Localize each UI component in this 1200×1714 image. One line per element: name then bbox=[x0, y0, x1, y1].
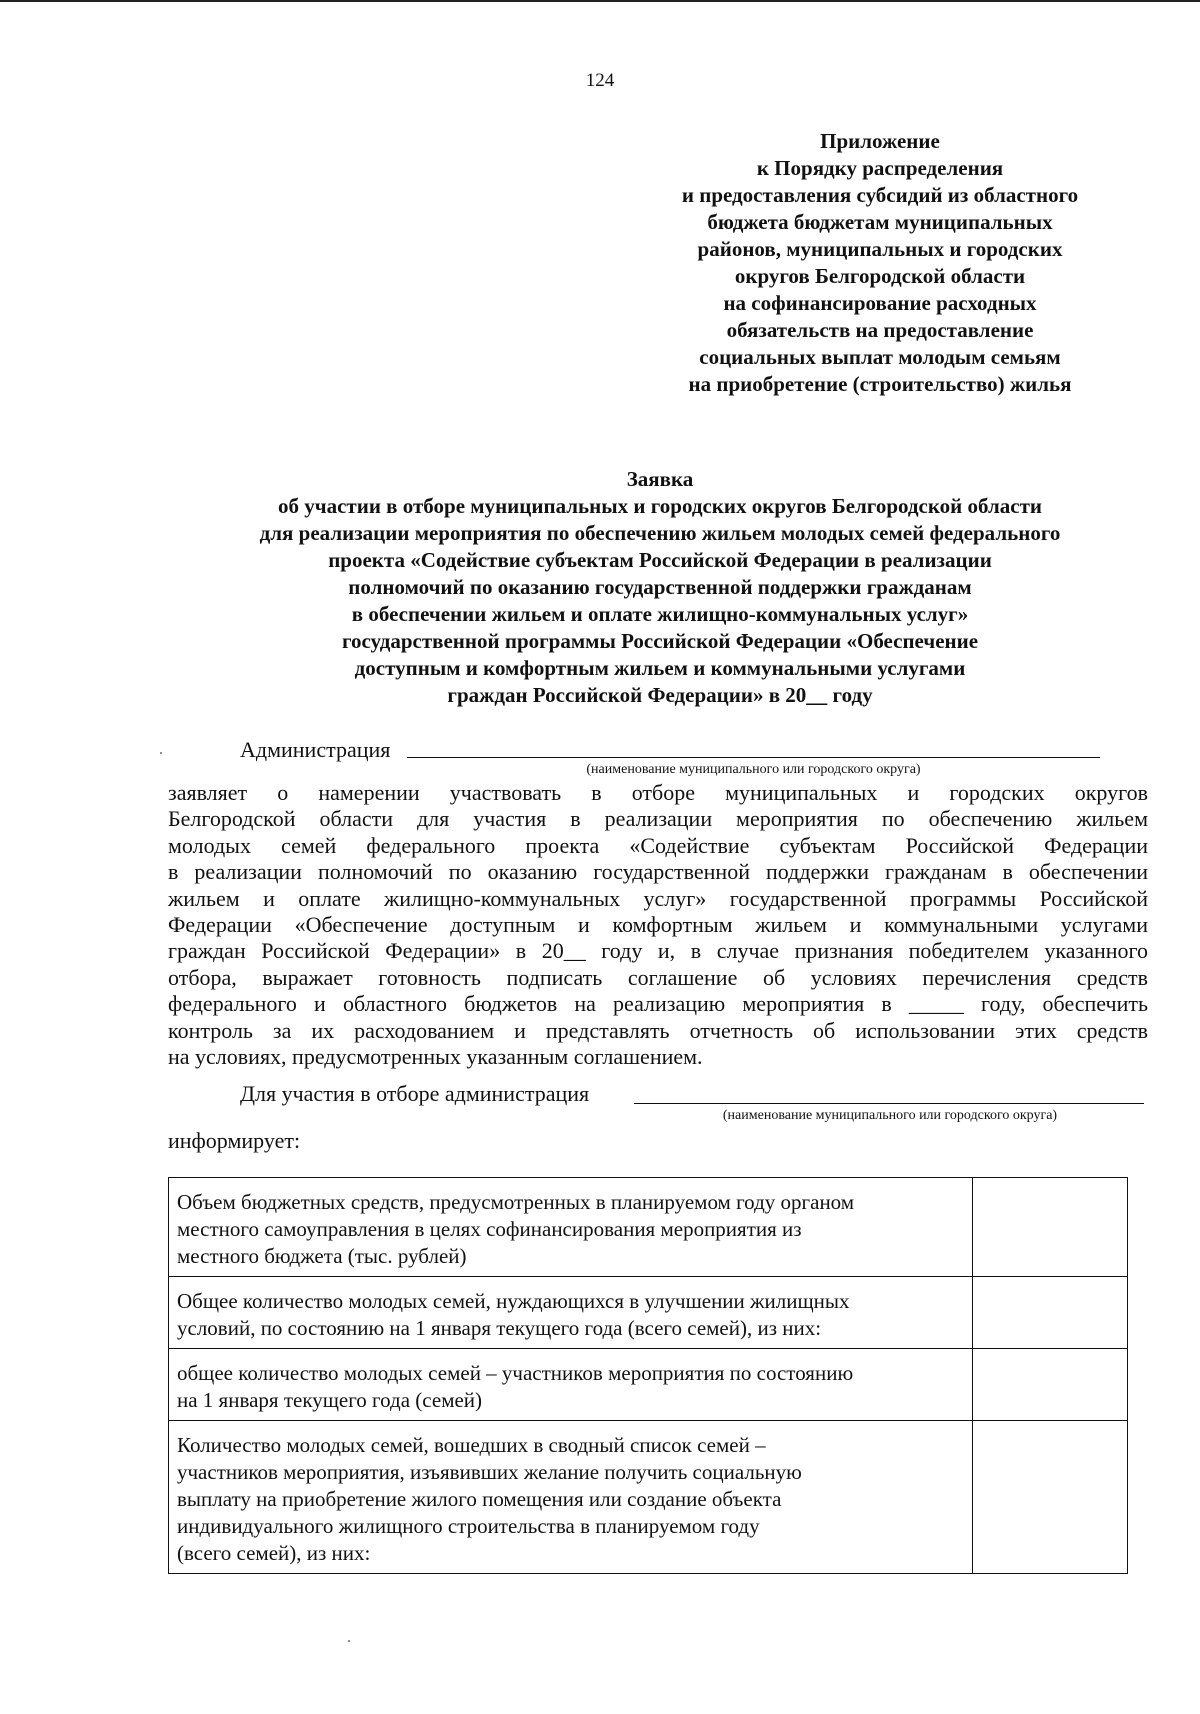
appendix-line: к Порядку распределения bbox=[756, 156, 1004, 180]
statement-line: федерального и областного бюджетов на реализацию мероприятия в _____ году, обеспечить bbox=[168, 991, 1148, 1017]
title-heading: Заявка bbox=[626, 467, 694, 491]
appendix-line: обязательств на предоставление bbox=[726, 318, 1034, 342]
information-table bbox=[168, 1177, 1128, 1574]
title-line: доступным и комфортным жильем и коммунальными услугами bbox=[354, 656, 966, 680]
statement-line: в реализации полномочий по оказанию государственной поддержки гражданам в обеспечении bbox=[168, 859, 1148, 885]
row-label-line: (всего семей), из них: bbox=[177, 1541, 371, 1565]
row-value-cell[interactable] bbox=[973, 1178, 1128, 1277]
appendix-line: на софинансирование расходных bbox=[723, 291, 1037, 315]
row-label-line: условий, по состоянию на 1 января текущего года (всего семей), из них: bbox=[177, 1316, 822, 1340]
statement-line: Белгородской области для участия в реализации мероприятия по обеспечению жильем bbox=[168, 806, 1148, 832]
table-row bbox=[169, 1349, 1128, 1421]
title-line: проекта «Содействие субъектам Российской Федерации в реализации bbox=[328, 548, 992, 572]
administration-name-blank[interactable] bbox=[407, 757, 1100, 758]
appendix-line: социальных выплат молодым семьям bbox=[699, 345, 1061, 369]
row-label-line: местного бюджета (тыс. рублей) bbox=[177, 1244, 467, 1268]
row-label-line: участников мероприятия, изъявивших желание получить социальную bbox=[177, 1460, 802, 1484]
statement-line: на условиях, предусмотренных указанным соглашением. bbox=[168, 1044, 703, 1070]
appendix-line: бюджета бюджетам муниципальных bbox=[707, 210, 1053, 234]
row-label-line: выплату на приобретение жилого помещения или создание объекта bbox=[177, 1487, 782, 1511]
title-line: государственной программы Российской Федерации «Обеспечение bbox=[341, 629, 979, 653]
informs-label: информирует: bbox=[168, 1128, 301, 1153]
title-line: об участии в отборе муниципальных и городских округов Белгородской области bbox=[278, 494, 1042, 518]
application-title bbox=[140, 466, 1180, 709]
row-label-line: индивидуального жилищного строительства в планируемом году bbox=[177, 1514, 760, 1538]
title-line: полномочий по оказанию государственной поддержки гражданам bbox=[348, 575, 972, 599]
appendix-line: на приобретение (строительство) жилья bbox=[688, 372, 1072, 396]
statement-paragraph bbox=[168, 780, 1148, 1070]
scan-top-border bbox=[0, 0, 1200, 2]
appendix-line: и предоставления субсидий из областного bbox=[681, 183, 1079, 207]
row-label bbox=[169, 1277, 973, 1349]
statement-line: граждан Российской Федерации» в 20__ году и, в случае признания победителем указанного bbox=[168, 938, 1148, 964]
row-label bbox=[169, 1349, 973, 1421]
appendix-header bbox=[620, 128, 1140, 398]
statement-line: Федерации «Обеспечение доступным и комфортным жильем и коммунальными услугами bbox=[168, 912, 1148, 938]
row-label bbox=[169, 1421, 973, 1574]
statement-line: отбора, выражает готовность подписать соглашение об условиях перечисления средств bbox=[168, 964, 1148, 990]
appendix-line: округов Белгородской области bbox=[734, 264, 1026, 288]
row-label-line: Объем бюджетных средств, предусмотренных в планируемом году органом bbox=[177, 1190, 855, 1214]
row-label bbox=[169, 1178, 973, 1277]
row-value-cell[interactable] bbox=[973, 1421, 1128, 1574]
page-number: 124 bbox=[585, 70, 615, 91]
participation-label: Для участия в отборе администрация bbox=[240, 1081, 590, 1106]
participation-name-blank[interactable] bbox=[634, 1103, 1144, 1104]
row-label-line: Количество молодых семей, вошедших в сводный список семей – bbox=[177, 1433, 766, 1457]
row-value-cell[interactable] bbox=[973, 1349, 1128, 1421]
table-row bbox=[169, 1421, 1128, 1574]
appendix-line: Приложение bbox=[820, 129, 940, 153]
table-row bbox=[169, 1178, 1128, 1277]
participation-caption: (наименование муниципального или городского округа) bbox=[722, 1108, 1058, 1123]
statement-line: заявляет о намерении участвовать в отборе муниципальных и городских округов bbox=[168, 780, 1148, 805]
title-line: для реализации мероприятия по обеспечению жильем молодых семей федерального bbox=[259, 521, 1061, 545]
table-row bbox=[169, 1277, 1128, 1349]
row-label-line: общее количество молодых семей – участников мероприятия по состоянию bbox=[177, 1361, 854, 1385]
appendix-line: районов, муниципальных и городских bbox=[697, 237, 1063, 261]
row-label-line: местного самоуправления в целях софинансирования мероприятия из bbox=[177, 1217, 802, 1241]
row-label-line: Общее количество молодых семей, нуждающихся в улучшении жилищных bbox=[177, 1289, 850, 1313]
title-line: в обеспечении жильем и оплате жилищно-коммунальных услуг» bbox=[351, 602, 969, 626]
row-value-cell[interactable] bbox=[973, 1277, 1128, 1349]
statement-line: молодых семей федерального проекта «Содействие субъектам Российской Федерации bbox=[168, 832, 1148, 858]
administration-label: Администрация bbox=[240, 737, 391, 762]
title-line: граждан Российской Федерации» в 20__ году bbox=[447, 683, 873, 707]
statement-line: жильем и оплате жилищно-коммунальных услуг» государственной программы Российской bbox=[168, 885, 1148, 911]
row-label-line: на 1 января текущего года (семей) bbox=[177, 1388, 483, 1412]
administration-caption: (наименование муниципального или городского округа) bbox=[586, 762, 921, 777]
scan-speck bbox=[160, 752, 162, 754]
scan-speck bbox=[348, 1640, 350, 1642]
statement-line: контроль за их расходованием и представлять отчетность об использовании этих средств bbox=[168, 1017, 1148, 1043]
